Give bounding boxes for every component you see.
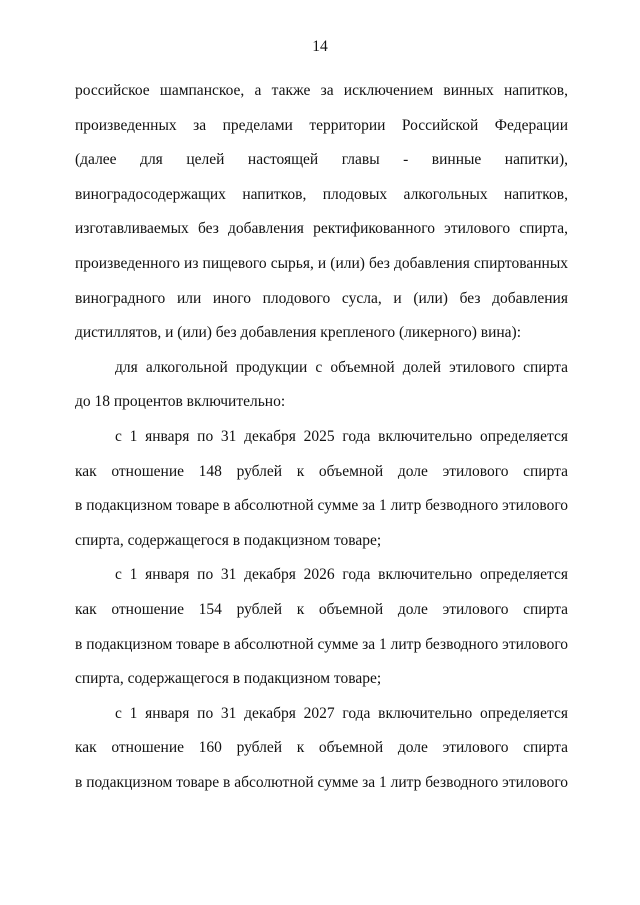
text-line: спирта, содержащегося в подакцизном товаре;	[75, 531, 382, 549]
text-line: произведенного из пищевого сырья, и (или) без добавления спиртованных	[75, 254, 568, 272]
text-line: с 1 января по 31 декабря 2027 года включительно определяется	[115, 704, 568, 722]
body-text	[75, 74, 568, 800]
text-line: как отношение 148 рублей к объемной доле этилового спирта	[75, 462, 568, 480]
text-line: виноградного или иного плодового сусла, и (или) без добавления	[75, 289, 568, 307]
text-line: дистиллятов, и (или) без добавления крепленого (ликерного) вина):	[75, 324, 522, 342]
text-line: спирта, содержащегося в подакцизном товаре;	[75, 670, 382, 688]
text-line: в подакцизном товаре в абсолютной сумме за 1 литр безводного этилового	[75, 635, 569, 653]
text-line: в подакцизном товаре в абсолютной сумме за 1 литр безводного этилового	[75, 497, 569, 515]
text-line: в подакцизном товаре в абсолютной сумме за 1 литр безводного этилового	[75, 773, 569, 791]
text-line: как отношение 154 рублей к объемной доле этилового спирта	[75, 600, 568, 618]
text-line: с 1 января по 31 декабря 2025 года включительно определяется	[115, 427, 568, 445]
text-line: для алкогольной продукции с объемной долей этилового спирта	[115, 358, 568, 376]
text-line: с 1 января по 31 декабря 2026 года включительно определяется	[115, 566, 568, 584]
text-line: российское шампанское, а также за исключением винных напитков,	[75, 82, 568, 99]
text-line: (далее для целей настоящей главы - винные напитки),	[75, 151, 568, 169]
text-line: до 18 процентов включительно:	[75, 393, 286, 411]
text-line: произведенных за пределами территории Российской Федерации	[75, 116, 568, 134]
text-line: как отношение 160 рублей к объемной доле этилового спирта	[75, 739, 568, 757]
text-line: виноградосодержащих напитков, плодовых алкогольных напитков,	[75, 185, 568, 203]
page-number: 14	[312, 38, 328, 55]
text-line: изготавливаемых без добавления ректификованного этилового спирта,	[75, 220, 568, 238]
